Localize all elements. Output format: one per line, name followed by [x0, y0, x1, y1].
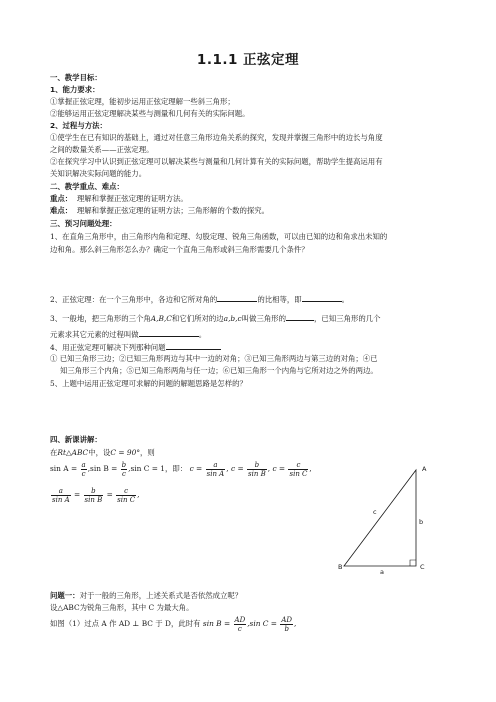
- fraction: $\frac{b}{\text{sin B}}$: [84, 486, 103, 504]
- blank-field: [302, 293, 342, 302]
- sine-relations: sin A = $\frac{a}{c}$ ,sin B = $\frac{b}{c}$ ,sin C = 1，即： c = $\frac{a}{\text{sin A}}$ , c = $\frac{b}{\text{sin B}}$ , c = $\frac{c}{\text{sin C}}$ ,: [50, 460, 312, 478]
- blank-field: [139, 328, 199, 337]
- vertex-c-label: C: [420, 563, 425, 571]
- key-point: [50, 193, 454, 204]
- ability-item-2: ②能够运用正弦定理解决某些与测量和几何有关的实际问题。: [50, 109, 250, 118]
- question-4: 4、用正弦定理可解决下列那种问题: [50, 341, 454, 353]
- figure-one-relation: 如图（1）过点 A 作 AD ⊥ BC 于 D，此时有 sin B = $\frac{AD}{c}$ ,sin C = $\frac{AD}{b}$ ,: [50, 615, 297, 633]
- section-2-heading: 二、教学重点、难点：: [50, 182, 124, 191]
- side-b-label: b: [419, 518, 424, 526]
- rt-intro: 在Rt△ABC中，设C = 90°，则: [50, 448, 155, 457]
- blank-field: [166, 341, 221, 350]
- process-heading: 2、过程与方法：: [50, 121, 107, 130]
- vertex-a-label: A: [422, 465, 427, 473]
- problem-one-label: 问题一：: [50, 591, 80, 600]
- fraction: $\frac{c}{\text{sin C}}$: [117, 486, 136, 504]
- question-1b: 边和角。那么斜三角形怎么办？确定一个直角三角形或斜三角形需要几个条件？: [50, 245, 309, 254]
- question-1a: 1、在直角三角形中，由三角形内角和定理、勾股定理、锐角三角函数，可以由已知的边和角求出未知的: [50, 232, 388, 241]
- process-item-2b: 关知识解决实际问题的能力。: [50, 169, 147, 178]
- sine-law-ratio: $\frac{a}{\text{sin A}}$ = $\frac{b}{\text{sin B}}$ = $\frac{c}{\text{sin C}}$ ,: [52, 486, 140, 504]
- fraction: $\frac{a}{\text{sin A}}$: [52, 486, 70, 504]
- vertex-b-label: B: [338, 563, 343, 571]
- fraction: $\frac{b}{c}$: [121, 460, 127, 478]
- section-1-heading: 一、教学目标：: [50, 73, 102, 82]
- key-text: 理解和掌握正弦定理的证明方法。: [76, 194, 188, 203]
- page-title: 1.1.1 正弦定理: [196, 52, 300, 68]
- ability-heading: 1、能力要求：: [50, 85, 100, 94]
- fraction: $\frac{AD}{c}$: [234, 615, 246, 633]
- question-5: 5、上题中运用正弦定理可求解的问题的解题思路是怎样的？: [50, 379, 247, 388]
- right-angle-mark: [410, 560, 416, 566]
- process-item-2a: ②在探究学习中认识到正弦定理可以解决某些与测量和几何计算有关的实际问题，帮助学生提高运用有: [50, 157, 383, 166]
- difficulty-point: [50, 205, 454, 216]
- key-label: 重点：: [50, 194, 73, 203]
- process-item-1b: 之间的数量关系——正弦定理。: [50, 145, 154, 154]
- fraction: $\frac{b}{\text{sin B}}$: [248, 460, 266, 478]
- question-2: 2、正弦定理：在一个三角形中，各边和它所对角的 的比相等，即 。: [50, 295, 350, 304]
- fraction: $\frac{c}{\text{sin C}}$: [289, 460, 308, 478]
- right-triangle-figure: [340, 462, 440, 574]
- section-4-heading: 四、新课讲解：: [50, 435, 102, 444]
- question-4-options-b: 知三角形三个内角；⑤已知三角形两角与任一边；⑥已知三角形一个内角与它所对边之外的两边。: [60, 366, 378, 375]
- fraction: $\frac{a}{\text{sin A}}$: [206, 460, 225, 478]
- question-3: 3、一般地，把三角形的三个角A,B,C和它们所对的边a,b,c叫做三角形的 ，已知三角形的几个: [50, 314, 381, 323]
- difficulty-label: 难点：: [50, 206, 73, 215]
- question-4-options-a: ① 已知三角形三边；②已知三角形两边与其中一边的对角；③已知三角形两边与第三边的对角；④已: [50, 354, 378, 363]
- difficulty-text: 理解和掌握正弦定理的证明方法；三角形解的个数的探究。: [76, 206, 270, 215]
- fraction: $\frac{AD}{b}$: [281, 615, 293, 633]
- blank-field: [217, 293, 257, 302]
- question-3b: 元素求其它元素的过程叫做 。: [50, 330, 207, 339]
- side-a-label: a: [380, 568, 384, 576]
- blank-field: [286, 312, 314, 321]
- side-c-label: c: [373, 508, 377, 516]
- section-3-heading: 三、预习问题处理：: [50, 219, 117, 228]
- triangle-shape: [344, 470, 416, 566]
- process-item-1a: ①使学生在已有知识的基础上，通过对任意三角形边角关系的探究，发现并掌握三角形中的边长与角度: [50, 133, 383, 142]
- ability-item-1: ①掌握正弦定理，能初步运用正弦定理解一些斜三角形；: [50, 97, 235, 106]
- acute-assumption: 设△ABC为锐角三角形，其中 C 为最大角。: [50, 603, 194, 612]
- fraction: $\frac{a}{c}$: [81, 460, 86, 478]
- problem-one: 问题一：对于一般的三角形，上述关系式是否依然成立呢？: [50, 591, 243, 600]
